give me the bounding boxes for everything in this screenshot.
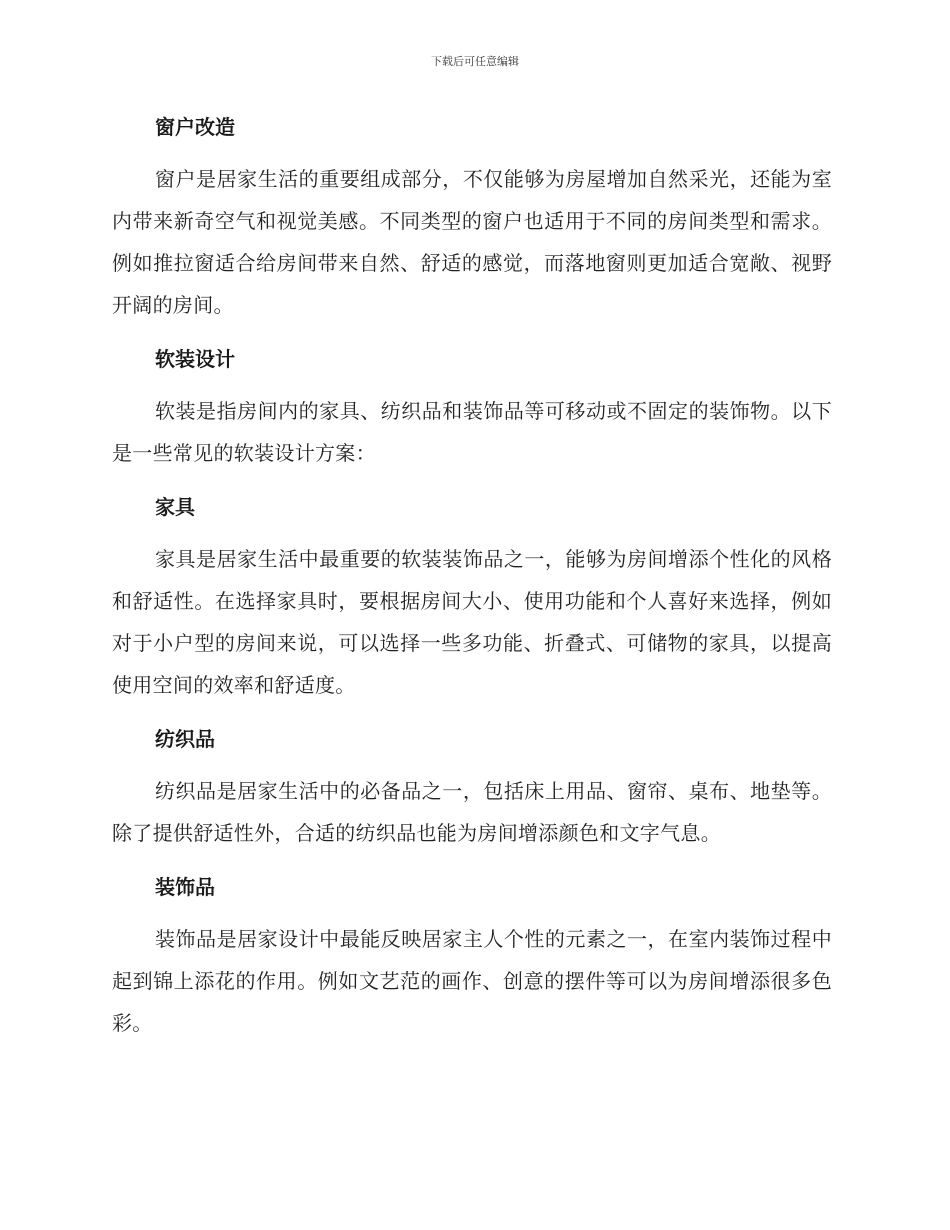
- section-paragraph-furniture: 家具是居家生活中最重要的软装装饰品之一，能够为房间增添个性化的风格和舒适性。在选择家具时，要根据房间大小、使用功能和个人喜好来选择，例如对于小户型的房间来说，可以选择一些多功能、折叠式、可储物的家具，以提高使用空间的效率和舒适度。: [112, 547, 832, 697]
- section-heading-decorations: 装饰品: [155, 875, 215, 899]
- section-heading-textiles: 纺织品: [155, 727, 215, 751]
- section-heading-soft-furnishing: 软装设计: [155, 347, 235, 371]
- section-paragraph-decorations: 装饰品是居家设计中最能反映居家主人个性的元素之一，在室内装饰过程中起到锦上添花的作用。例如文艺范的画作、创意的摆件等可以为房间增添很多色彩。: [112, 927, 832, 1035]
- section-paragraph-soft-furnishing: 软装是指房间内的家具、纺织品和装饰品等可移动或不固定的装饰物。以下是一些常见的软装设计方案：: [112, 399, 832, 465]
- section-paragraph-textiles: 纺织品是居家生活中的必备品之一，包括床上用品、窗帘、桌布、地垫等。除了提供舒适性外，合适的纺织品也能为房间增添颜色和文字气息。: [112, 779, 832, 845]
- page-header: 下载后可任意编辑: [431, 55, 519, 68]
- document-body: [112, 108, 832, 1044]
- section-heading-furniture: 家具: [155, 495, 195, 519]
- section-paragraph-window-renovation: 窗户是居家生活的重要组成部分，不仅能够为房屋增加自然采光，还能为室内带来新奇空气和视觉美感。不同类型的窗户也适用于不同的房间类型和需求。例如推拉窗适合给房间带来自然、舒适的感觉，而落地窗则更加适合宽敞、视野开阔的房间。: [112, 167, 832, 317]
- section-heading-window-renovation: 窗户改造: [155, 115, 235, 139]
